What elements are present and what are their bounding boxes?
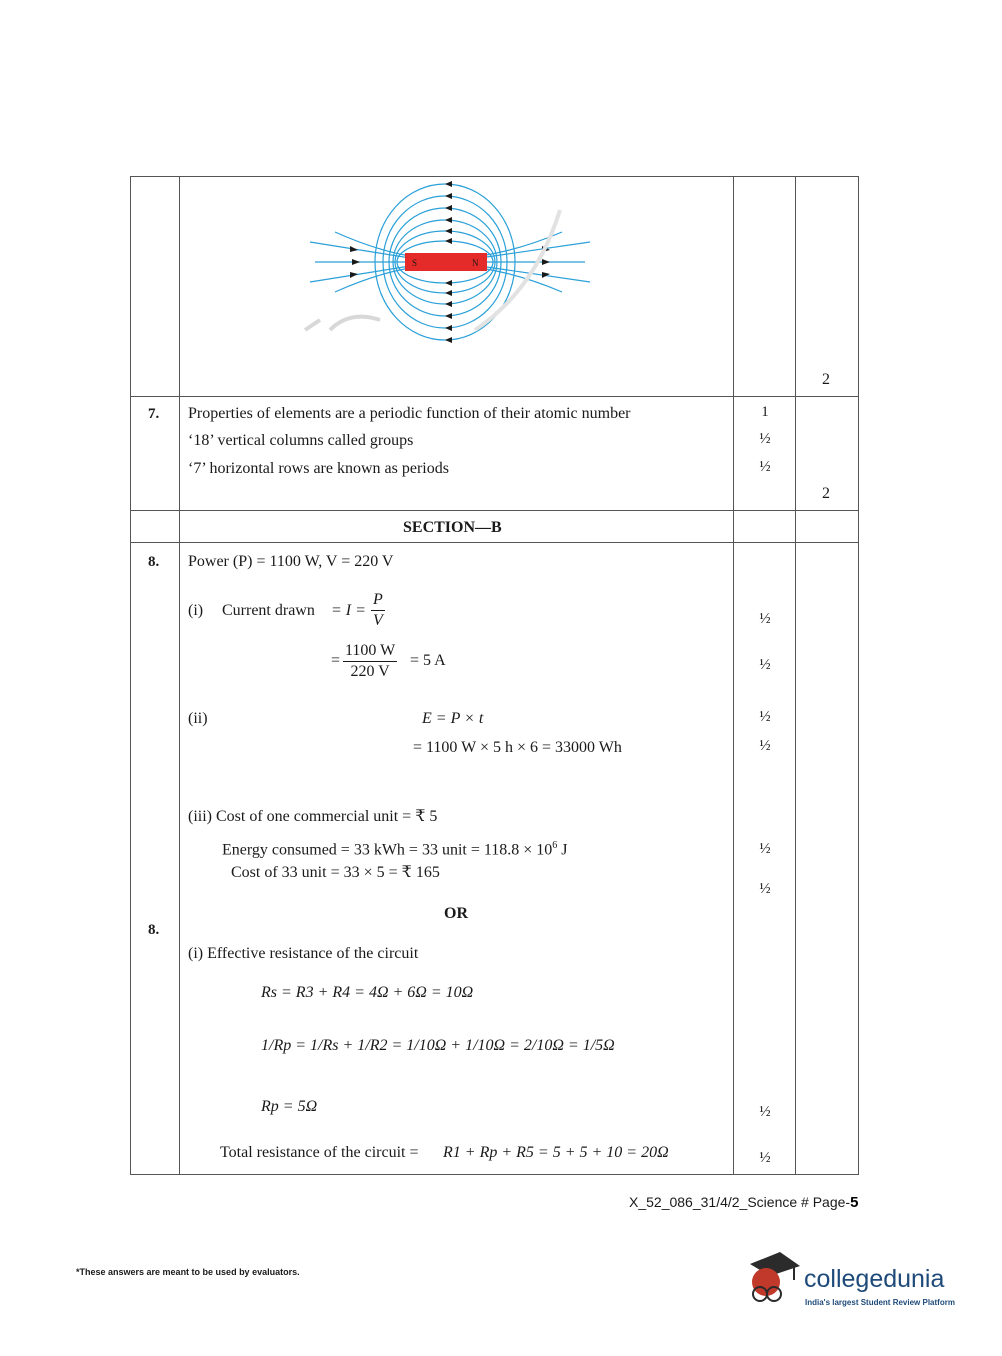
marks: ½ — [759, 738, 771, 754]
answer-line: ‘7’ horizontal rows are known as periods — [188, 460, 449, 477]
fraction — [343, 641, 397, 682]
row-divider — [130, 396, 859, 397]
numerator: P — [371, 590, 385, 611]
answer-line: Current drawn — [222, 602, 315, 619]
answer-line: Power (P) = 1100 W, V = 220 V — [188, 553, 394, 570]
answer-line: (i) Effective resistance of the circuit — [188, 945, 419, 962]
equation: R1 + Rp + R5 = 5 + 5 + 10 = 20Ω — [443, 1144, 669, 1161]
row-divider — [130, 542, 859, 543]
equation: = 1100 W × 5 h × 6 = 33000 Wh — [413, 739, 622, 756]
equation: Rp = 5Ω — [261, 1098, 318, 1115]
question-number: 8. — [148, 554, 160, 570]
denominator: 220 V — [350, 663, 390, 680]
question-number: 8. — [148, 922, 160, 938]
evaluator-note: *These answers are meant to be used by evaluators. — [76, 1267, 300, 1277]
magnetic-field-diagram — [300, 180, 600, 350]
marks: ½ — [759, 611, 771, 627]
diagram-total-marks: 2 — [822, 371, 830, 388]
marks: ½ — [759, 709, 771, 725]
numerator: 1100 W — [343, 641, 397, 662]
equation: = I = — [331, 602, 366, 619]
marks: 1 — [761, 404, 769, 420]
south-pole-label: S — [412, 258, 418, 268]
marks: ½ — [759, 431, 771, 447]
column-divider — [795, 176, 796, 1175]
marks: ½ — [759, 841, 771, 857]
row-divider — [130, 510, 859, 511]
answer-line: Cost of 33 unit = 33 × 5 = ₹ 165 — [231, 864, 440, 881]
question-number: 7. — [148, 406, 160, 422]
equation: E = P × t — [422, 710, 484, 727]
north-pole-label: N — [472, 258, 479, 268]
column-divider — [733, 176, 734, 1175]
equation: = 5 A — [410, 652, 446, 669]
brand-tagline: India's largest Student Review Platform — [805, 1298, 955, 1307]
equation: = — [331, 652, 341, 669]
marks: ½ — [759, 881, 771, 897]
mascot-logo-icon — [742, 1248, 802, 1310]
column-divider — [179, 176, 180, 1175]
section-title: SECTION—B — [403, 519, 502, 536]
page-code: X_52_086_31/4/2_Science # Page-5 — [629, 1194, 859, 1211]
marks: ½ — [759, 1104, 771, 1120]
answer-line: Energy consumed = 33 kWh = 33 unit = $118.8 \times 10^6$ J — [222, 840, 568, 859]
total-marks: 2 — [822, 485, 830, 502]
fraction — [371, 590, 385, 631]
equation: Rs = R3 + R4 = 4Ω + 6Ω = 10Ω — [261, 984, 474, 1001]
answer-line: ‘18’ vertical columns called groups — [188, 432, 414, 449]
equation: 1/Rp = 1/Rs + 1/R2 = 1/10Ω + 1/10Ω = 2/10Ω = 1/5Ω — [261, 1037, 615, 1054]
answer-line: (iii) Cost of one commercial unit = ₹ 5 — [188, 808, 438, 825]
marks: ½ — [759, 1150, 771, 1166]
marks: ½ — [759, 459, 771, 475]
or-label: OR — [444, 905, 468, 922]
brand-name: collegedunia — [804, 1265, 945, 1293]
part-label: (i) — [188, 602, 204, 619]
answer-line: Properties of elements are a periodic function of their atomic number — [188, 405, 631, 422]
marks: ½ — [759, 657, 771, 673]
denominator: V — [373, 612, 383, 629]
answer-line: Total resistance of the circuit = — [220, 1144, 419, 1161]
part-label: (ii) — [188, 710, 208, 727]
